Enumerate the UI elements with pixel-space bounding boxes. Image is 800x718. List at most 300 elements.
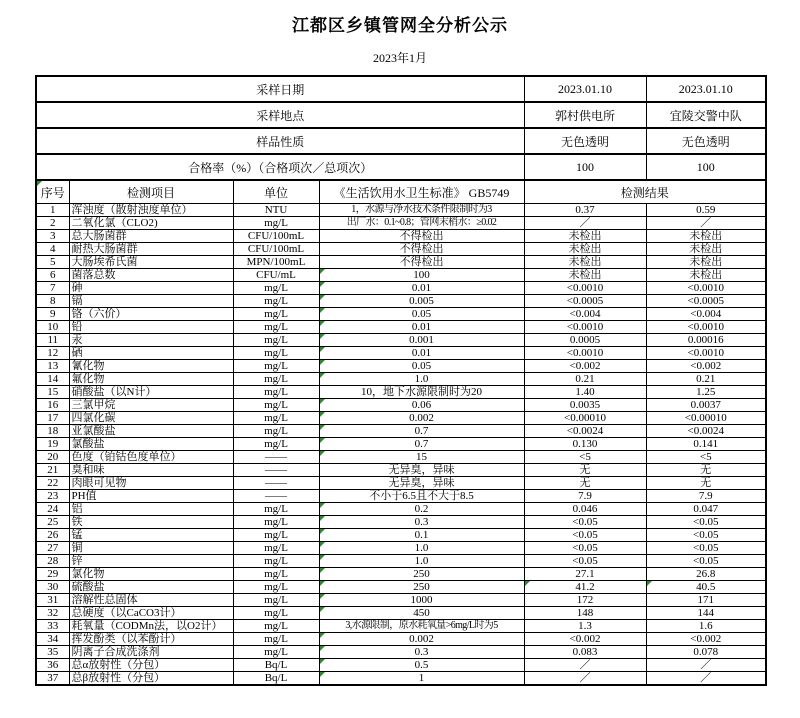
pass-rate-label: 合格率（%）（合格项次／总项次） — [36, 154, 524, 180]
unit-cell: —— — [233, 477, 319, 490]
item-cell: 铬（六价） — [69, 308, 233, 321]
sample-property-value-1: 无色透明 — [524, 128, 646, 154]
seq-cell: 26 — [36, 529, 69, 542]
table-row — [36, 503, 766, 516]
standard-cell: 0.01 — [319, 321, 524, 334]
standard-cell: 450 — [319, 607, 524, 620]
col-header-item: 检测项目 — [69, 180, 233, 204]
seq-cell: 13 — [36, 360, 69, 373]
stored-as-text-flag-icon — [320, 425, 325, 430]
result-cell-1: <0.0010 — [524, 321, 646, 334]
item-cell: 菌落总数 — [69, 269, 233, 282]
result-cell-2: 未检出 — [646, 269, 766, 282]
pass-rate-row — [36, 154, 766, 180]
stored-as-text-flag-icon — [525, 581, 530, 586]
seq-cell: 1 — [36, 204, 69, 217]
table-row — [36, 607, 766, 620]
item-cell: 氰化物 — [69, 360, 233, 373]
result-cell-2: <0.0010 — [646, 347, 766, 360]
item-cell: 铝 — [69, 503, 233, 516]
item-cell: 溶解性总固体 — [69, 594, 233, 607]
pass-rate-value-2: 100 — [646, 154, 766, 180]
seq-cell: 21 — [36, 464, 69, 477]
item-cell: 总α放射性（分包） — [69, 659, 233, 672]
table-row — [36, 347, 766, 360]
item-cell: 阴离子合成洗涤剂 — [69, 646, 233, 659]
stored-as-text-flag-icon — [320, 581, 325, 586]
unit-cell: mg/L — [233, 516, 319, 529]
col-header-result: 检测结果 — [524, 180, 766, 204]
stored-as-text-flag-icon — [320, 412, 325, 417]
unit-cell: —— — [233, 451, 319, 464]
sampling-location-label: 采样地点 — [36, 102, 524, 128]
result-cell-1: 0.0035 — [524, 399, 646, 412]
result-cell-2: 26.8 — [646, 568, 766, 581]
result-cell-2: 0.00016 — [646, 334, 766, 347]
result-cell-2: 0.59 — [646, 204, 766, 217]
standard-cell: 1，水源与净水技术条件限制时为3 — [319, 204, 524, 217]
analysis-table — [35, 75, 767, 686]
result-cell-2: 0.21 — [646, 373, 766, 386]
standard-cell: 不得检出 — [319, 230, 524, 243]
unit-cell: CFU/100mL — [233, 230, 319, 243]
standard-cell: 0.005 — [319, 295, 524, 308]
seq-cell: 2 — [36, 217, 69, 230]
result-cell-1: 0.083 — [524, 646, 646, 659]
stored-as-text-flag-icon — [320, 399, 325, 404]
result-cell-1: 0.130 — [524, 438, 646, 451]
table-row — [36, 373, 766, 386]
item-cell: 氯化物 — [69, 568, 233, 581]
stored-as-text-flag-icon — [320, 347, 325, 352]
standard-cell: 不小于6.5且不大于8.5 — [319, 490, 524, 503]
standard-cell: 0.01 — [319, 347, 524, 360]
result-cell-2: 0.078 — [646, 646, 766, 659]
item-cell: 亚氯酸盐 — [69, 425, 233, 438]
seq-cell: 23 — [36, 490, 69, 503]
item-cell: 铜 — [69, 542, 233, 555]
page-title: 江都区乡镇管网全分析公示 — [292, 16, 508, 35]
result-cell-1: 0.21 — [524, 373, 646, 386]
result-cell-2: <0.05 — [646, 516, 766, 529]
result-cell-1: ／ — [524, 672, 646, 686]
table-row — [36, 568, 766, 581]
result-cell-2: 0.0037 — [646, 399, 766, 412]
result-cell-2: <0.002 — [646, 633, 766, 646]
result-cell-2: 171 — [646, 594, 766, 607]
stored-as-text-flag-icon — [320, 633, 325, 638]
sampling-location-value-2: 宜陵交警中队 — [646, 102, 766, 128]
result-cell-2: <0.0005 — [646, 295, 766, 308]
standard-cell: 0.002 — [319, 412, 524, 425]
result-cell-1: 148 — [524, 607, 646, 620]
seq-cell: 36 — [36, 659, 69, 672]
result-cell-1: 未检出 — [524, 256, 646, 269]
stored-as-text-flag-icon — [320, 308, 325, 313]
result-cell-1: <0.00010 — [524, 412, 646, 425]
table-row — [36, 386, 766, 399]
col-header-seq — [36, 180, 69, 204]
stored-as-text-flag-icon — [320, 594, 325, 599]
unit-cell: mg/L — [233, 503, 319, 516]
seq-cell: 32 — [36, 607, 69, 620]
unit-cell: CFU/100mL — [233, 243, 319, 256]
table-row — [36, 360, 766, 373]
stored-as-text-flag-icon — [320, 555, 325, 560]
seq-cell: 16 — [36, 399, 69, 412]
table-row — [36, 217, 766, 230]
table-row — [36, 256, 766, 269]
col-header-seq-label: 序号 — [40, 185, 65, 200]
unit-cell: mg/L — [233, 581, 319, 594]
col-header-standard: 《生活饮用水卫生标准》 GB5749 — [319, 180, 524, 204]
standard-cell: 100 — [319, 269, 524, 282]
item-cell: 硒 — [69, 347, 233, 360]
item-cell: 氯酸盐 — [69, 438, 233, 451]
unit-cell: mg/L — [233, 334, 319, 347]
table-row — [36, 425, 766, 438]
stored-as-text-flag-icon — [320, 321, 325, 326]
stored-as-text-flag-icon — [320, 646, 325, 651]
unit-cell: NTU — [233, 204, 319, 217]
seq-cell: 12 — [36, 347, 69, 360]
stored-as-text-flag-icon — [320, 269, 325, 274]
stored-as-text-flag-icon — [320, 295, 325, 300]
table-row — [36, 620, 766, 633]
standard-cell: 250 — [319, 568, 524, 581]
item-cell: 色度（铂钴色度单位） — [69, 451, 233, 464]
unit-cell: mg/L — [233, 555, 319, 568]
stored-as-text-flag-icon — [320, 438, 325, 443]
result-cell-1: 未检出 — [524, 243, 646, 256]
seq-cell: 8 — [36, 295, 69, 308]
result-cell-1: 未检出 — [524, 269, 646, 282]
table-row — [36, 555, 766, 568]
unit-cell: mg/L — [233, 308, 319, 321]
seq-cell: 11 — [36, 334, 69, 347]
result-cell-1: ／ — [524, 659, 646, 672]
stored-as-text-flag-icon — [320, 451, 325, 456]
table-row — [36, 230, 766, 243]
standard-cell: 1 — [319, 672, 524, 686]
result-cell-2: <0.0010 — [646, 282, 766, 295]
table-row — [36, 321, 766, 334]
item-cell: 镉 — [69, 295, 233, 308]
result-cell-1: 未检出 — [524, 230, 646, 243]
result-cell-2: 1.6 — [646, 620, 766, 633]
seq-cell: 22 — [36, 477, 69, 490]
standard-cell: 15 — [319, 451, 524, 464]
table-row — [36, 542, 766, 555]
standard-cell: 1.0 — [319, 373, 524, 386]
unit-cell: mg/L — [233, 321, 319, 334]
result-cell-2: <0.05 — [646, 529, 766, 542]
seq-cell: 10 — [36, 321, 69, 334]
unit-cell: mg/L — [233, 295, 319, 308]
pass-rate-value-1: 100 — [524, 154, 646, 180]
standard-cell: 无异臭，异味 — [319, 477, 524, 490]
seq-cell: 30 — [36, 581, 69, 594]
item-cell: PH值 — [69, 490, 233, 503]
unit-cell: mg/L — [233, 399, 319, 412]
data-section — [36, 204, 766, 686]
seq-cell: 9 — [36, 308, 69, 321]
seq-cell: 31 — [36, 594, 69, 607]
item-cell: 二氧化氯（CLO2) — [69, 217, 233, 230]
stored-as-text-flag-icon — [320, 568, 325, 573]
result-cell-1: ／ — [524, 217, 646, 230]
seq-cell: 34 — [36, 633, 69, 646]
seq-cell: 24 — [36, 503, 69, 516]
stored-as-text-flag-icon — [320, 282, 325, 287]
table-row — [36, 412, 766, 425]
seq-cell: 19 — [36, 438, 69, 451]
table-row — [36, 594, 766, 607]
standard-cell: 10，地下水源限制时为20 — [319, 386, 524, 399]
item-cell: 总大肠菌群 — [69, 230, 233, 243]
seq-cell: 14 — [36, 373, 69, 386]
standard-cell: 0.3 — [319, 516, 524, 529]
table-row — [36, 334, 766, 347]
sample-property-label: 样品性质 — [36, 128, 524, 154]
result-cell-1: 1.40 — [524, 386, 646, 399]
item-cell: 硫酸盐 — [69, 581, 233, 594]
result-cell-1: 1.3 — [524, 620, 646, 633]
unit-cell: Bq/L — [233, 659, 319, 672]
unit-cell: mg/L — [233, 633, 319, 646]
table-row — [36, 581, 766, 594]
standard-cell: 不得检出 — [319, 256, 524, 269]
unit-cell: mg/L — [233, 412, 319, 425]
standard-cell: 1.0 — [319, 555, 524, 568]
standard-cell: 0.5 — [319, 659, 524, 672]
result-cell-2: ／ — [646, 659, 766, 672]
item-cell: 铅 — [69, 321, 233, 334]
result-cell-1: <0.0005 — [524, 295, 646, 308]
item-cell: 砷 — [69, 282, 233, 295]
item-cell: 臭和味 — [69, 464, 233, 477]
item-cell: 锌 — [69, 555, 233, 568]
unit-cell: mg/L — [233, 607, 319, 620]
unit-cell: mg/L — [233, 373, 319, 386]
result-cell-1: 0.0005 — [524, 334, 646, 347]
table-row — [36, 308, 766, 321]
table-row — [36, 516, 766, 529]
sampling-location-row — [36, 102, 766, 128]
table-row — [36, 243, 766, 256]
standard-cell: 0.01 — [319, 282, 524, 295]
table-row — [36, 269, 766, 282]
table-row — [36, 672, 766, 686]
sampling-date-row — [36, 76, 766, 102]
item-cell: 浑浊度（散射浊度单位） — [69, 204, 233, 217]
sampling-date-value-2: 2023.01.10 — [646, 76, 766, 102]
sampling-location-value-1: 郭村供电所 — [524, 102, 646, 128]
item-cell: 氟化物 — [69, 373, 233, 386]
standard-cell: 0.2 — [319, 503, 524, 516]
result-cell-2: 无 — [646, 464, 766, 477]
standard-cell: 出厂水：0.1~0.8；管网末梢水：≥0.02 — [319, 217, 524, 230]
stored-as-text-flag-icon — [647, 581, 652, 586]
sampling-date-label: 采样日期 — [36, 76, 524, 102]
result-cell-2: ／ — [646, 672, 766, 686]
stored-as-text-flag-icon — [320, 334, 325, 339]
result-cell-2: 0.047 — [646, 503, 766, 516]
standard-cell: 0.7 — [319, 438, 524, 451]
table-row — [36, 529, 766, 542]
unit-cell: mg/L — [233, 386, 319, 399]
stored-as-text-flag-icon — [37, 181, 42, 186]
item-cell: 铁 — [69, 516, 233, 529]
table-row — [36, 633, 766, 646]
result-cell-2: 无 — [646, 477, 766, 490]
result-cell-1: <0.05 — [524, 555, 646, 568]
item-cell: 汞 — [69, 334, 233, 347]
unit-cell: Bq/L — [233, 672, 319, 686]
unit-cell: mg/L — [233, 529, 319, 542]
standard-cell: 无异臭，异味 — [319, 464, 524, 477]
column-header-row — [36, 180, 766, 204]
result-cell-1: 7.9 — [524, 490, 646, 503]
standard-cell: 不得检出 — [319, 243, 524, 256]
unit-cell: mg/L — [233, 282, 319, 295]
page-subtitle: 2023年1月 — [372, 51, 427, 65]
stored-as-text-flag-icon — [320, 659, 325, 664]
unit-cell: mg/L — [233, 425, 319, 438]
result-cell-1: <0.002 — [524, 633, 646, 646]
result-cell-1: 41.2 — [524, 581, 646, 594]
item-cell: 肉眼可见物 — [69, 477, 233, 490]
stored-as-text-flag-icon — [320, 503, 325, 508]
unit-cell: MPN/100mL — [233, 256, 319, 269]
table-row — [36, 399, 766, 412]
seq-cell: 33 — [36, 620, 69, 633]
seq-cell: 25 — [36, 516, 69, 529]
table-row — [36, 659, 766, 672]
standard-cell: 0.1 — [319, 529, 524, 542]
info-section — [36, 76, 766, 204]
table-row — [36, 438, 766, 451]
seq-cell: 28 — [36, 555, 69, 568]
unit-cell: mg/L — [233, 360, 319, 373]
unit-cell: mg/L — [233, 594, 319, 607]
result-cell-1: 172 — [524, 594, 646, 607]
result-cell-2: 40.5 — [646, 581, 766, 594]
stored-as-text-flag-icon — [320, 373, 325, 378]
result-cell-2: 未检出 — [646, 243, 766, 256]
col-header-unit: 单位 — [233, 180, 319, 204]
item-cell: 耗氧量（CODMn法，以O2计） — [69, 620, 233, 633]
result-cell-1: <5 — [524, 451, 646, 464]
item-cell: 四氯化碳 — [69, 412, 233, 425]
result-cell-2: <0.00010 — [646, 412, 766, 425]
standard-cell: 0.05 — [319, 360, 524, 373]
unit-cell: mg/L — [233, 646, 319, 659]
stored-as-text-flag-icon — [320, 529, 325, 534]
unit-cell: mg/L — [233, 438, 319, 451]
result-cell-2: ／ — [646, 217, 766, 230]
seq-cell: 27 — [36, 542, 69, 555]
result-cell-2: <0.05 — [646, 555, 766, 568]
table-row — [36, 477, 766, 490]
stored-as-text-flag-icon — [320, 516, 325, 521]
seq-cell: 5 — [36, 256, 69, 269]
standard-cell: 0.002 — [319, 633, 524, 646]
result-cell-2: <0.004 — [646, 308, 766, 321]
item-cell: 大肠埃希氏菌 — [69, 256, 233, 269]
unit-cell: mg/L — [233, 620, 319, 633]
result-cell-2: 144 — [646, 607, 766, 620]
result-cell-1: 0.37 — [524, 204, 646, 217]
result-cell-2: <0.05 — [646, 542, 766, 555]
item-cell: 总硬度（以CaCO3计） — [69, 607, 233, 620]
standard-cell: 250 — [319, 581, 524, 594]
result-cell-1: 27.1 — [524, 568, 646, 581]
result-cell-2: <0.002 — [646, 360, 766, 373]
result-cell-2: <0.0024 — [646, 425, 766, 438]
table-row — [36, 204, 766, 217]
item-cell: 总β放射性（分包） — [69, 672, 233, 686]
stored-as-text-flag-icon — [320, 542, 325, 547]
result-cell-1: <0.0010 — [524, 282, 646, 295]
seq-cell: 20 — [36, 451, 69, 464]
result-cell-1: 无 — [524, 464, 646, 477]
seq-cell: 3 — [36, 230, 69, 243]
seq-cell: 15 — [36, 386, 69, 399]
sampling-date-value-1: 2023.01.10 — [524, 76, 646, 102]
table-row — [36, 282, 766, 295]
standard-cell: 0.06 — [319, 399, 524, 412]
unit-cell: CFU/mL — [233, 269, 319, 282]
result-cell-2: 未检出 — [646, 230, 766, 243]
result-cell-1: <0.0024 — [524, 425, 646, 438]
item-cell: 挥发酚类（以苯酚计） — [69, 633, 233, 646]
table-row — [36, 295, 766, 308]
table-row — [36, 451, 766, 464]
result-cell-1: 无 — [524, 477, 646, 490]
unit-cell: mg/L — [233, 542, 319, 555]
result-cell-1: <0.05 — [524, 529, 646, 542]
table-row — [36, 464, 766, 477]
result-cell-1: 0.046 — [524, 503, 646, 516]
result-cell-2: <5 — [646, 451, 766, 464]
standard-cell: 1.0 — [319, 542, 524, 555]
seq-cell: 4 — [36, 243, 69, 256]
item-cell: 耐热大肠菌群 — [69, 243, 233, 256]
seq-cell: 35 — [36, 646, 69, 659]
result-cell-2: 1.25 — [646, 386, 766, 399]
result-cell-1: <0.004 — [524, 308, 646, 321]
result-cell-2: 7.9 — [646, 490, 766, 503]
standard-cell: 1000 — [319, 594, 524, 607]
stored-as-text-flag-icon — [320, 360, 325, 365]
unit-cell: —— — [233, 464, 319, 477]
result-cell-1: <0.0010 — [524, 347, 646, 360]
item-cell: 锰 — [69, 529, 233, 542]
seq-cell: 37 — [36, 672, 69, 686]
unit-cell: mg/L — [233, 347, 319, 360]
result-cell-2: 未检出 — [646, 256, 766, 269]
result-cell-1: <0.002 — [524, 360, 646, 373]
table-row — [36, 490, 766, 503]
standard-cell: 0.7 — [319, 425, 524, 438]
seq-cell: 6 — [36, 269, 69, 282]
result-cell-1: <0.05 — [524, 542, 646, 555]
standard-cell: 0.001 — [319, 334, 524, 347]
result-cell-2: <0.0010 — [646, 321, 766, 334]
standard-cell: 3,水源限制，原水耗氧量>6mg/L时为5 — [319, 620, 524, 633]
unit-cell: —— — [233, 490, 319, 503]
